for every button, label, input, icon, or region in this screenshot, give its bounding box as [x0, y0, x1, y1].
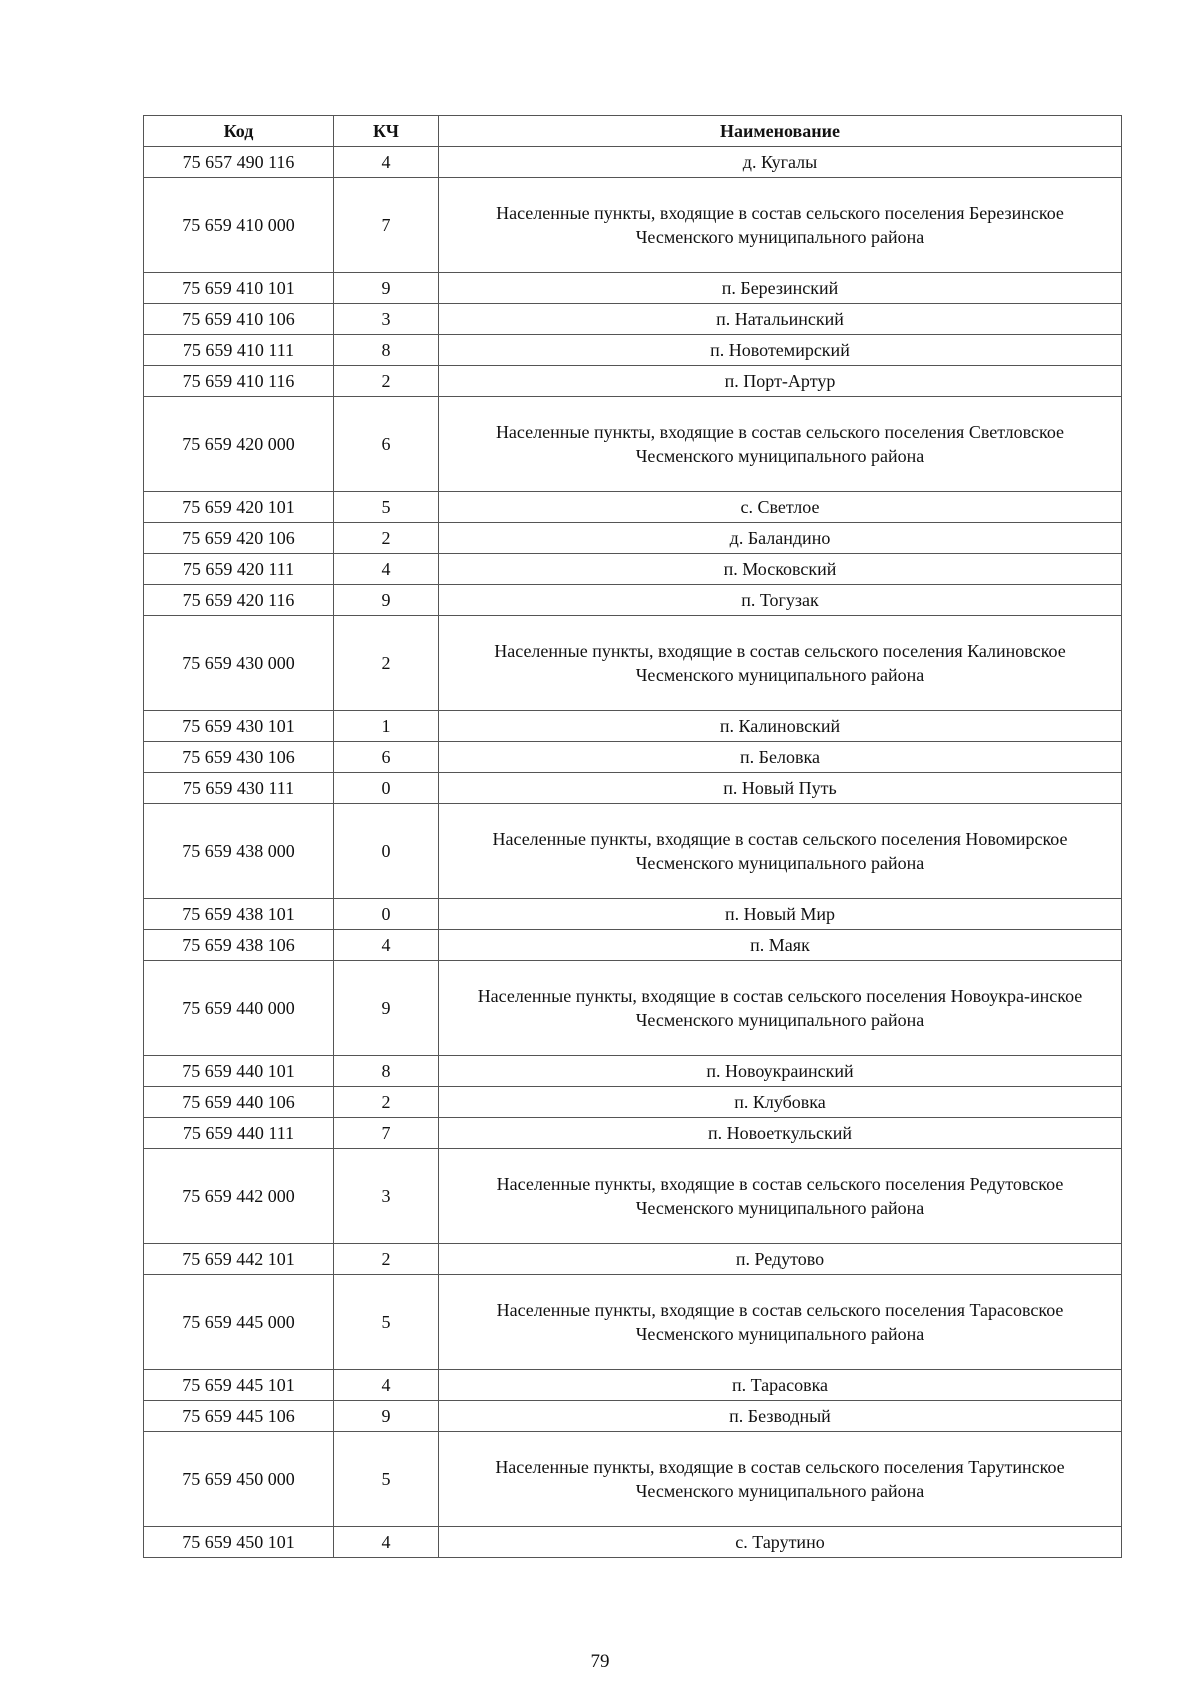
table-body	[144, 147, 1122, 1558]
cell-code: 75 659 438 101	[144, 899, 334, 930]
cell-name: п. Новоеткульский	[439, 1118, 1122, 1149]
cell-kch: 5	[334, 1275, 439, 1370]
cell-name: Населенные пункты, входящие в состав сельского поселения Редутовское Чесменского муниципального района	[439, 1149, 1122, 1244]
table-row	[144, 1244, 1122, 1275]
cell-code: 75 659 450 101	[144, 1527, 334, 1558]
table-row	[144, 366, 1122, 397]
table-row-settlement-group	[144, 1432, 1122, 1527]
cell-kch: 4	[334, 554, 439, 585]
table-row	[144, 711, 1122, 742]
table-row-settlement-group	[144, 616, 1122, 711]
cell-kch: 9	[334, 1401, 439, 1432]
cell-name: п. Порт-Артур	[439, 366, 1122, 397]
cell-kch: 7	[334, 178, 439, 273]
cell-code: 75 659 445 000	[144, 1275, 334, 1370]
table-row	[144, 773, 1122, 804]
cell-code: 75 659 450 000	[144, 1432, 334, 1527]
table-row	[144, 304, 1122, 335]
table-row	[144, 1401, 1122, 1432]
cell-name: п. Натальинский	[439, 304, 1122, 335]
table-row	[144, 273, 1122, 304]
cell-kch: 5	[334, 492, 439, 523]
cell-name: Населенные пункты, входящие в состав сельского поселения Светловское Чесменского муниципального района	[439, 397, 1122, 492]
cell-code: 75 659 438 000	[144, 804, 334, 899]
cell-name: п. Редутово	[439, 1244, 1122, 1275]
cell-code: 75 659 440 101	[144, 1056, 334, 1087]
cell-code: 75 659 410 106	[144, 304, 334, 335]
cell-code: 75 657 490 116	[144, 147, 334, 178]
cell-code: 75 659 440 106	[144, 1087, 334, 1118]
table-row-settlement-group	[144, 178, 1122, 273]
table-row-settlement-group	[144, 804, 1122, 899]
table-row	[144, 335, 1122, 366]
cell-code: 75 659 430 101	[144, 711, 334, 742]
cell-kch: 2	[334, 616, 439, 711]
cell-name: д. Кугалы	[439, 147, 1122, 178]
cell-code: 75 659 442 000	[144, 1149, 334, 1244]
cell-name: Населенные пункты, входящие в состав сельского поселения Березинское Чесменского муниципального района	[439, 178, 1122, 273]
cell-kch: 1	[334, 711, 439, 742]
cell-kch: 6	[334, 397, 439, 492]
cell-kch: 8	[334, 1056, 439, 1087]
cell-kch: 0	[334, 899, 439, 930]
table-row	[144, 1056, 1122, 1087]
cell-name: Населенные пункты, входящие в состав сельского поселения Новомирское Чесменского муниципального района	[439, 804, 1122, 899]
cell-name: п. Новый Мир	[439, 899, 1122, 930]
cell-kch: 9	[334, 273, 439, 304]
header-name: Наименование	[439, 116, 1122, 147]
cell-kch: 9	[334, 585, 439, 616]
cell-name: п. Березинский	[439, 273, 1122, 304]
table-row	[144, 930, 1122, 961]
cell-name: п. Новотемирский	[439, 335, 1122, 366]
cell-name: с. Светлое	[439, 492, 1122, 523]
table-row	[144, 585, 1122, 616]
table-row-settlement-group	[144, 397, 1122, 492]
table-row	[144, 1118, 1122, 1149]
cell-code: 75 659 410 101	[144, 273, 334, 304]
cell-code: 75 659 430 111	[144, 773, 334, 804]
cell-kch: 7	[334, 1118, 439, 1149]
cell-code: 75 659 445 101	[144, 1370, 334, 1401]
cell-name: с. Тарутино	[439, 1527, 1122, 1558]
cell-name: п. Калиновский	[439, 711, 1122, 742]
table-row	[144, 1527, 1122, 1558]
cell-name: Населенные пункты, входящие в состав сельского поселения Тарасовское Чесменского муниципального района	[439, 1275, 1122, 1370]
table-row	[144, 742, 1122, 773]
table-row	[144, 1087, 1122, 1118]
cell-code: 75 659 438 106	[144, 930, 334, 961]
cell-name: п. Тарасовка	[439, 1370, 1122, 1401]
cell-kch: 3	[334, 1149, 439, 1244]
cell-name: Населенные пункты, входящие в состав сельского поселения Тарутинское Чесменского муниципального района	[439, 1432, 1122, 1527]
cell-code: 75 659 430 106	[144, 742, 334, 773]
cell-name: п. Московский	[439, 554, 1122, 585]
cell-name: п. Клубовка	[439, 1087, 1122, 1118]
page-number: 79	[590, 1651, 610, 1672]
cell-kch: 5	[334, 1432, 439, 1527]
table-row	[144, 899, 1122, 930]
cell-code: 75 659 420 106	[144, 523, 334, 554]
cell-name: Населенные пункты, входящие в состав сельского поселения Калиновское Чесменского муниципального района	[439, 616, 1122, 711]
cell-name: п. Тогузак	[439, 585, 1122, 616]
cell-name: Населенные пункты, входящие в состав сельского поселения Новоукра-инское Чесменского муниципального района	[439, 961, 1122, 1056]
cell-code: 75 659 420 111	[144, 554, 334, 585]
cell-name: п. Безводный	[439, 1401, 1122, 1432]
cell-kch: 8	[334, 335, 439, 366]
table-row-settlement-group	[144, 1149, 1122, 1244]
cell-code: 75 659 410 000	[144, 178, 334, 273]
cell-kch: 0	[334, 804, 439, 899]
cell-kch: 9	[334, 961, 439, 1056]
table-row	[144, 1370, 1122, 1401]
cell-kch: 4	[334, 1370, 439, 1401]
table-row	[144, 554, 1122, 585]
table-row	[144, 523, 1122, 554]
cell-code: 75 659 420 000	[144, 397, 334, 492]
cell-kch: 2	[334, 1087, 439, 1118]
cell-name: п. Беловка	[439, 742, 1122, 773]
classifier-table	[143, 115, 1122, 1558]
header-code: Код	[144, 116, 334, 147]
cell-code: 75 659 420 116	[144, 585, 334, 616]
table-row	[144, 492, 1122, 523]
cell-code: 75 659 442 101	[144, 1244, 334, 1275]
cell-code: 75 659 420 101	[144, 492, 334, 523]
cell-kch: 2	[334, 1244, 439, 1275]
cell-kch: 4	[334, 930, 439, 961]
cell-name: п. Маяк	[439, 930, 1122, 961]
cell-kch: 4	[334, 1527, 439, 1558]
cell-code: 75 659 440 111	[144, 1118, 334, 1149]
cell-code: 75 659 410 116	[144, 366, 334, 397]
cell-kch: 0	[334, 773, 439, 804]
cell-kch: 4	[334, 147, 439, 178]
cell-kch: 6	[334, 742, 439, 773]
cell-code: 75 659 440 000	[144, 961, 334, 1056]
cell-name: п. Новоукраинский	[439, 1056, 1122, 1087]
cell-name: п. Новый Путь	[439, 773, 1122, 804]
cell-kch: 3	[334, 304, 439, 335]
table-header-row	[144, 116, 1122, 147]
table-row	[144, 147, 1122, 178]
cell-code: 75 659 410 111	[144, 335, 334, 366]
cell-code: 75 659 445 106	[144, 1401, 334, 1432]
cell-kch: 2	[334, 523, 439, 554]
header-kch: КЧ	[334, 116, 439, 147]
table-row-settlement-group	[144, 961, 1122, 1056]
table-row-settlement-group	[144, 1275, 1122, 1370]
cell-kch: 2	[334, 366, 439, 397]
cell-code: 75 659 430 000	[144, 616, 334, 711]
cell-name: д. Баландино	[439, 523, 1122, 554]
